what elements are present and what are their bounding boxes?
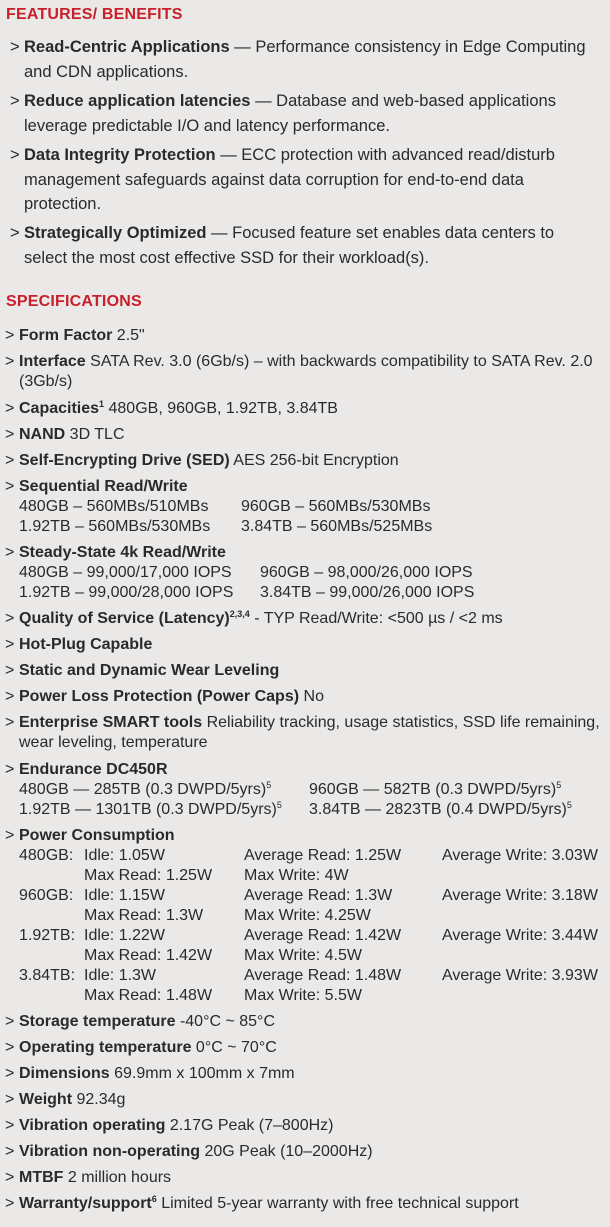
- feature-item: [10, 89, 600, 138]
- power-cap: 1.92TB:: [19, 927, 76, 944]
- power-max-write: Max Write: 5.5W: [244, 987, 362, 1004]
- bullet-icon: >: [5, 400, 15, 417]
- power-avg-read: Average Read: 1.48W: [244, 967, 402, 984]
- bullet-icon: >: [5, 714, 15, 731]
- spec-label: Capacities: [19, 400, 100, 417]
- feature-head: Read-Centric Applications: [24, 38, 230, 56]
- spec-vibration-non-operating: [5, 1142, 605, 1162]
- spec-value: 69.9mm x 100mm x 7mm: [109, 1065, 295, 1082]
- bullet-icon: >: [5, 636, 15, 653]
- spec-label: Steady-State 4k Read/Write: [19, 544, 226, 561]
- spec-value: - TYP Read/Write: <500 µs / <2 ms: [249, 610, 503, 627]
- spec-label: Vibration non-operating: [19, 1143, 201, 1160]
- spec-mtbf: [5, 1168, 605, 1188]
- footnote-marker: 1: [99, 399, 105, 409]
- power-max-write: Max Write: 4W: [244, 867, 349, 884]
- bullet-icon: >: [10, 92, 20, 110]
- feature-item: [10, 221, 600, 270]
- spec-value: 2.17G Peak (7–800Hz): [165, 1117, 334, 1134]
- power-avg-read: Average Read: 1.42W: [244, 927, 402, 944]
- power-avg-write: Average Write: 3.44W: [442, 927, 598, 944]
- spec-label: Self-Encrypting Drive (SED): [19, 452, 230, 469]
- feature-text: — Performance consistency in Edge Computing and CDN applications.: [24, 38, 586, 81]
- spec-label: Power Loss Protection (Power Caps): [19, 688, 300, 705]
- footnote-marker: 5: [276, 800, 282, 810]
- spec-cell-text: 480GB — 285TB (0.3 DWPD/5yrs): [19, 781, 267, 798]
- spec-value: Limited 5-year warranty with free technical support: [156, 1195, 519, 1212]
- feature-text: — Focused feature set enables data centers to select the most cost effective SSD for their workload(s).: [24, 224, 555, 267]
- power-avg-write: Average Write: 3.93W: [442, 967, 598, 984]
- spec-label: Static and Dynamic Wear Leveling: [19, 662, 280, 679]
- spec-label: Enterprise SMART tools: [19, 714, 203, 731]
- spec-operating-temp: [5, 1038, 605, 1058]
- spec-cell-text: 1.92TB — 1301TB (0.3 DWPD/5yrs): [19, 801, 277, 818]
- bullet-icon: >: [5, 662, 15, 679]
- spec-value: No: [299, 688, 324, 705]
- bullet-icon: >: [5, 1039, 15, 1056]
- spec-dimensions: [5, 1064, 605, 1084]
- spec-cell: 3.84TB – 99,000/26,000 IOPS: [260, 584, 475, 601]
- power-cap: 3.84TB:: [19, 967, 76, 984]
- spec-value: 2.5": [112, 327, 145, 344]
- spec-sequential: [5, 477, 605, 537]
- spec-capacities: [5, 399, 605, 419]
- spec-cell: 1.92TB – 99,000/28,000 IOPS: [19, 584, 234, 601]
- spec-label: Dimensions: [19, 1065, 110, 1082]
- spec-label: Storage temperature: [19, 1013, 176, 1030]
- spec-label: Operating temperature: [19, 1039, 192, 1056]
- spec-smart-tools: [5, 713, 605, 753]
- spec-storage-temp: [5, 1012, 605, 1032]
- bullet-icon: >: [5, 452, 15, 469]
- spec-label: Endurance DC450R: [19, 761, 168, 778]
- spec-cell: [309, 800, 572, 820]
- spec-label: Power Consumption: [19, 827, 175, 844]
- feature-text: — ECC protection with advanced read/disturb management safeguards against data corruption for end-to-end data protection.: [24, 146, 555, 213]
- feature-head: Strategically Optimized: [24, 224, 207, 242]
- footnote-marker: 2,3,4: [229, 609, 250, 619]
- bullet-icon: >: [5, 761, 15, 778]
- bullet-icon: >: [5, 1013, 15, 1030]
- spec-value: 2 million hours: [63, 1169, 172, 1186]
- spec-form-factor: [5, 326, 605, 346]
- footnote-marker: 6: [151, 1194, 157, 1204]
- features-title: FEATURES/ BENEFITS: [6, 6, 183, 23]
- power-avg-read: Average Read: 1.3W: [244, 887, 393, 904]
- spec-interface: [5, 352, 605, 392]
- bullet-icon: >: [5, 1143, 15, 1160]
- spec-cell: 3.84TB – 560MBs/525MBs: [241, 518, 433, 535]
- spec-nand: [5, 425, 605, 445]
- spec-sed: [5, 451, 605, 471]
- power-cap: 480GB:: [19, 847, 74, 864]
- spec-cell: 1.92TB – 560MBs/530MBs: [19, 518, 211, 535]
- bullet-icon: >: [5, 1091, 15, 1108]
- power-idle: Idle: 1.15W: [84, 887, 165, 904]
- bullet-icon: >: [5, 1169, 15, 1186]
- bullet-icon: >: [5, 827, 15, 844]
- spec-steady-state: [5, 543, 605, 603]
- spec-label: NAND: [19, 426, 66, 443]
- bullet-icon: >: [10, 38, 20, 56]
- power-idle: Idle: 1.3W: [84, 967, 157, 984]
- bullet-icon: >: [5, 688, 15, 705]
- spec-cell: [309, 780, 561, 800]
- bullet-icon: >: [5, 610, 15, 627]
- power-table: [19, 846, 605, 1006]
- footnote-marker: 5: [266, 780, 272, 790]
- spec-cell-text: 3.84TB — 2823TB (0.4 DWPD/5yrs): [309, 801, 567, 818]
- feature-text: — Database and web-based applications leverage predictable I/O and latency performance.: [24, 92, 556, 135]
- power-avg-read: Average Read: 1.25W: [244, 847, 402, 864]
- power-max-read: Max Read: 1.42W: [84, 947, 213, 964]
- spec-value: 0°C ~ 70°C: [191, 1039, 277, 1056]
- spec-value: 92.34g: [72, 1091, 126, 1108]
- spec-cell: 960GB – 560MBs/530MBs: [241, 498, 431, 515]
- feature-item: [10, 143, 600, 217]
- spec-label: Form Factor: [19, 327, 113, 344]
- feature-head: Reduce application latencies: [24, 92, 251, 110]
- spec-label: Sequential Read/Write: [19, 478, 188, 495]
- bullet-icon: >: [5, 426, 15, 443]
- spec-cell-text: 960GB — 582TB (0.3 DWPD/5yrs): [309, 781, 557, 798]
- power-idle: Idle: 1.22W: [84, 927, 165, 944]
- spec-power-loss: [5, 687, 605, 707]
- spec-value: 20G Peak (10–2000Hz): [200, 1143, 373, 1160]
- power-idle: Idle: 1.05W: [84, 847, 165, 864]
- spec-value: -40°C ~ 85°C: [175, 1013, 276, 1030]
- specifications-title: SPECIFICATIONS: [6, 293, 142, 310]
- spec-label: Warranty/support: [19, 1195, 152, 1212]
- power-max-write: Max Write: 4.5W: [244, 947, 362, 964]
- bullet-icon: >: [5, 327, 15, 344]
- bullet-icon: >: [5, 1195, 15, 1212]
- spec-label: Interface: [19, 353, 86, 370]
- footnote-marker: 5: [566, 800, 572, 810]
- spec-value: SATA Rev. 3.0 (6Gb/s) – with backwards compatibility to SATA Rev. 2.0 (3Gb/s): [19, 353, 593, 390]
- feature-head: Data Integrity Protection: [24, 146, 216, 164]
- spec-vibration-operating: [5, 1116, 605, 1136]
- bullet-icon: >: [5, 1117, 15, 1134]
- spec-cell: 480GB – 99,000/17,000 IOPS: [19, 564, 232, 581]
- footnote-marker: 5: [556, 780, 562, 790]
- spec-weight: [5, 1090, 605, 1110]
- spec-cell: 960GB – 98,000/26,000 IOPS: [260, 564, 473, 581]
- spec-value: Reliability tracking, usage statistics, SSD life remaining, wear leveling, temperature: [19, 714, 600, 751]
- bullet-icon: >: [10, 224, 20, 242]
- spec-value: AES 256-bit Encryption: [229, 452, 399, 469]
- bullet-icon: >: [5, 353, 15, 370]
- spec-label: Quality of Service (Latency): [19, 610, 230, 627]
- spec-hot-plug: [5, 635, 605, 655]
- bullet-icon: >: [5, 544, 15, 561]
- spec-wear-leveling: [5, 661, 605, 681]
- power-max-write: Max Write: 4.25W: [244, 907, 371, 924]
- spec-label: Weight: [19, 1091, 73, 1108]
- spec-power-consumption: [5, 826, 605, 1006]
- spec-value: 480GB, 960GB, 1.92TB, 3.84TB: [104, 400, 338, 417]
- spec-label: Hot-Plug Capable: [19, 636, 153, 653]
- power-max-read: Max Read: 1.3W: [84, 907, 204, 924]
- spec-cell: 480GB – 560MBs/510MBs: [19, 498, 209, 515]
- spec-value: 3D TLC: [65, 426, 125, 443]
- bullet-icon: >: [10, 146, 20, 164]
- power-max-read: Max Read: 1.25W: [84, 867, 213, 884]
- power-avg-write: Average Write: 3.03W: [442, 847, 598, 864]
- spec-label: MTBF: [19, 1169, 64, 1186]
- power-max-read: Max Read: 1.48W: [84, 987, 213, 1004]
- spec-cell: [19, 780, 309, 800]
- power-avg-write: Average Write: 3.18W: [442, 887, 598, 904]
- spec-endurance: [5, 760, 605, 820]
- spec-warranty: [5, 1194, 605, 1214]
- spec-qos: [5, 609, 605, 629]
- spec-label: Vibration operating: [19, 1117, 166, 1134]
- power-cap: 960GB:: [19, 887, 74, 904]
- spec-cell: [19, 800, 309, 820]
- bullet-icon: >: [5, 1065, 15, 1082]
- feature-item: [10, 35, 600, 84]
- bullet-icon: >: [5, 478, 15, 495]
